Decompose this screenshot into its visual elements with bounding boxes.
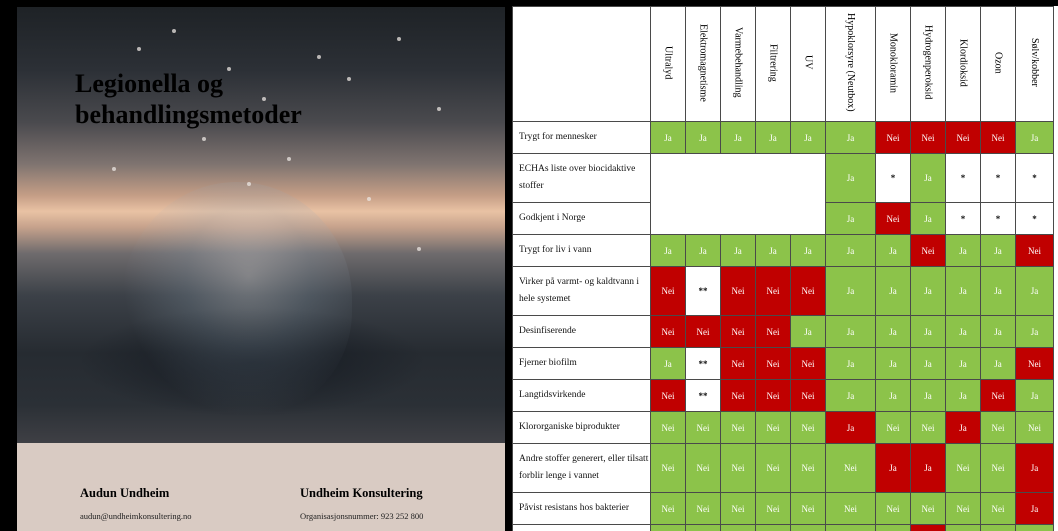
table-cell: Nei bbox=[686, 444, 721, 493]
col-header-label: Elektromagnetisme bbox=[697, 23, 709, 102]
table-cell: Ja bbox=[1016, 493, 1054, 525]
table-cell: Nei bbox=[756, 380, 791, 412]
table-cell: Nei bbox=[1016, 412, 1054, 444]
comparison-page bbox=[505, 0, 1058, 531]
table-cell: Ja bbox=[981, 235, 1016, 267]
row-label: ECHAs liste over biocidaktive stoffer bbox=[513, 154, 651, 203]
table-cell: Ja bbox=[686, 235, 721, 267]
table-row bbox=[513, 380, 1054, 412]
table-cell: Nei bbox=[791, 444, 826, 493]
table-cell: Nei bbox=[826, 444, 876, 493]
water-droplet bbox=[417, 247, 421, 251]
table-cell: Nei bbox=[911, 235, 946, 267]
water-droplet bbox=[317, 55, 321, 59]
table-cell: Ja bbox=[791, 316, 826, 348]
row-label: Andre stoffer generert, eller tilsatt forblir lenge i vannet bbox=[513, 444, 651, 493]
row-label: Trygt for liv i vann bbox=[513, 235, 651, 267]
table-cell: Nei bbox=[756, 267, 791, 316]
table-cell: Nei bbox=[651, 316, 686, 348]
table-cell: Nei bbox=[911, 493, 946, 525]
table-cell: Nei bbox=[981, 444, 1016, 493]
table-cell: Nei bbox=[981, 412, 1016, 444]
table-cell: Nei bbox=[946, 493, 981, 525]
table-cell: Ja bbox=[911, 444, 946, 493]
table-cell: * bbox=[946, 203, 981, 235]
table-cell bbox=[721, 525, 756, 531]
table-cell: Ja bbox=[1016, 380, 1054, 412]
table-cell: Ja bbox=[981, 316, 1016, 348]
table-cell: Nei bbox=[876, 493, 911, 525]
table-cell bbox=[686, 525, 721, 531]
col-header-label: Ozon bbox=[992, 51, 1004, 74]
table-cell: Nei bbox=[686, 316, 721, 348]
col-header-label: Hypoklorsyre (Neutbox) bbox=[845, 13, 856, 112]
table-cell: Nei bbox=[721, 267, 756, 316]
table-cell: Ja bbox=[946, 380, 981, 412]
table-cell: Ja bbox=[826, 380, 876, 412]
table-cell: Nei bbox=[946, 122, 981, 154]
table-cell: Ja bbox=[981, 267, 1016, 316]
table-cell: Nei bbox=[946, 444, 981, 493]
col-header bbox=[911, 7, 946, 122]
table-cell: * bbox=[1016, 203, 1054, 235]
table-cell: * bbox=[981, 154, 1016, 203]
table-cell: Ja bbox=[876, 316, 911, 348]
table-cell: Nei bbox=[651, 267, 686, 316]
table-cell: Nei bbox=[686, 493, 721, 525]
table-cell: Nei bbox=[791, 412, 826, 444]
col-header-label: Ultralyd bbox=[662, 45, 674, 80]
col-header-label: Filtrering bbox=[767, 43, 779, 82]
table-cell: Nei bbox=[651, 493, 686, 525]
cover-title-line2: behandlingsmetoder bbox=[75, 100, 302, 129]
table-cell: Ja bbox=[756, 122, 791, 154]
col-header-label: Klordioksid bbox=[957, 38, 969, 87]
table-cell: Nei bbox=[686, 412, 721, 444]
table-cell: Nei bbox=[826, 493, 876, 525]
table-cell: Ja bbox=[651, 348, 686, 380]
table-cell: Ja bbox=[826, 267, 876, 316]
table-cell: Nei bbox=[651, 412, 686, 444]
table-cell: Ja bbox=[651, 235, 686, 267]
col-header bbox=[756, 7, 791, 122]
table-cell bbox=[791, 525, 826, 531]
table-cell: Nei bbox=[651, 444, 686, 493]
table-cell: Ja bbox=[876, 267, 911, 316]
table-cell: Nei bbox=[756, 412, 791, 444]
water-droplet bbox=[347, 77, 351, 81]
table-cell: Nei bbox=[721, 444, 756, 493]
table-row bbox=[513, 122, 1054, 154]
table-row bbox=[513, 267, 1054, 316]
table-cell: Ja bbox=[1016, 316, 1054, 348]
table-row bbox=[513, 412, 1054, 444]
table-cell: Ja bbox=[651, 122, 686, 154]
col-header bbox=[686, 7, 721, 122]
table-cell: Ja bbox=[946, 316, 981, 348]
table-cell: Ja bbox=[1016, 444, 1054, 493]
table-cell: ** bbox=[686, 380, 721, 412]
author-email[interactable]: audun@undheimkonsultering.no bbox=[80, 511, 192, 521]
table-cell: * bbox=[946, 154, 981, 203]
cover-title bbox=[75, 68, 302, 130]
cover-page bbox=[0, 0, 505, 531]
table-cell: Ja bbox=[791, 122, 826, 154]
table-cell: Nei bbox=[791, 493, 826, 525]
col-header bbox=[876, 7, 911, 122]
table-cell: Nei bbox=[981, 493, 1016, 525]
table-cell: Nei bbox=[651, 380, 686, 412]
table-cell: Ja bbox=[876, 235, 911, 267]
table-cell: ** bbox=[686, 267, 721, 316]
row-label: Virker på varmt- og kaldtvann i hele systemet bbox=[513, 267, 651, 316]
col-header bbox=[1016, 7, 1054, 122]
table-cell: Nei bbox=[911, 412, 946, 444]
col-header-label: Varmebehandling bbox=[732, 27, 744, 98]
table-cell: Ja bbox=[721, 235, 756, 267]
table-cell: Ja bbox=[721, 122, 756, 154]
row-label: Godkjent i Norge bbox=[513, 203, 651, 235]
col-header-label: Monokloramin bbox=[887, 32, 899, 93]
table-cell: Ja bbox=[686, 122, 721, 154]
header-corner bbox=[513, 7, 651, 122]
water-droplet bbox=[172, 29, 176, 33]
table-cell: Ja bbox=[911, 154, 946, 203]
table-cell: Nei bbox=[721, 412, 756, 444]
col-header bbox=[721, 7, 756, 122]
table-cell: Nei bbox=[721, 348, 756, 380]
table-cell: Nei bbox=[791, 380, 826, 412]
table-cell: Ja bbox=[756, 235, 791, 267]
row-label: Desinfiserende bbox=[513, 316, 651, 348]
table-cell: Ja bbox=[911, 348, 946, 380]
table-cell: Ja bbox=[1016, 122, 1054, 154]
splash-crown bbox=[122, 182, 352, 417]
row-label: Klororganiske biprodukter bbox=[513, 412, 651, 444]
water-droplet bbox=[112, 167, 116, 171]
table-cell: Nei bbox=[756, 348, 791, 380]
table-cell: Nei bbox=[981, 380, 1016, 412]
table-cell: Ja bbox=[826, 412, 876, 444]
table-row bbox=[513, 316, 1054, 348]
table-cell bbox=[911, 525, 946, 531]
table-cell: Nei bbox=[876, 122, 911, 154]
table-row bbox=[513, 444, 1054, 493]
water-droplet bbox=[202, 137, 206, 141]
row-label bbox=[513, 525, 651, 531]
table-cell: Ja bbox=[876, 380, 911, 412]
table-cell: Ja bbox=[826, 316, 876, 348]
comparison-sheet bbox=[512, 6, 1058, 531]
table-cell: Ja bbox=[826, 122, 876, 154]
table-cell: Nei bbox=[1016, 235, 1054, 267]
table-row bbox=[513, 154, 1054, 203]
table-cell: Ja bbox=[791, 235, 826, 267]
table-cell bbox=[756, 525, 791, 531]
table-cell: Nei bbox=[791, 348, 826, 380]
col-header-label: Hydrogenperoksid bbox=[922, 25, 934, 100]
table-cell: Ja bbox=[876, 444, 911, 493]
water-droplet bbox=[397, 37, 401, 41]
table-row bbox=[513, 525, 1054, 531]
table-cell: Nei bbox=[981, 122, 1016, 154]
table-cell: Nei bbox=[756, 444, 791, 493]
col-header bbox=[981, 7, 1016, 122]
table-cell: Ja bbox=[826, 235, 876, 267]
table-cell bbox=[946, 525, 981, 531]
table-cell: Nei bbox=[756, 316, 791, 348]
table-cell: Ja bbox=[946, 235, 981, 267]
table-cell: ** bbox=[686, 348, 721, 380]
cover-title-line1: Legionella og bbox=[75, 69, 224, 98]
table-row bbox=[513, 493, 1054, 525]
table-cell bbox=[981, 525, 1016, 531]
org-number: Organisasjonsnummer: 923 252 800 bbox=[300, 511, 424, 521]
table-row bbox=[513, 348, 1054, 380]
table-cell bbox=[1016, 525, 1054, 531]
table-cell: Ja bbox=[911, 267, 946, 316]
col-header bbox=[946, 7, 981, 122]
empty-merged-cell bbox=[651, 154, 826, 235]
table-cell bbox=[876, 525, 911, 531]
table-cell: Nei bbox=[721, 316, 756, 348]
col-header-label: UV bbox=[802, 55, 814, 70]
table-cell: Ja bbox=[946, 348, 981, 380]
company-name: Undheim Konsultering bbox=[300, 486, 423, 500]
table-cell: Nei bbox=[1016, 348, 1054, 380]
table-cell bbox=[651, 525, 686, 531]
table-cell: Ja bbox=[876, 348, 911, 380]
table-cell: Ja bbox=[911, 316, 946, 348]
water-droplet bbox=[287, 157, 291, 161]
table-cell: Ja bbox=[981, 348, 1016, 380]
table-cell: Nei bbox=[911, 122, 946, 154]
table-cell: Ja bbox=[826, 348, 876, 380]
author-name: Audun Undheim bbox=[80, 486, 170, 500]
table-cell: * bbox=[876, 154, 911, 203]
table-cell: Ja bbox=[946, 412, 981, 444]
table-cell: Ja bbox=[826, 203, 876, 235]
table-cell: Ja bbox=[946, 267, 981, 316]
comparison-table bbox=[512, 6, 1054, 531]
water-droplet bbox=[367, 197, 371, 201]
table-cell: Nei bbox=[756, 493, 791, 525]
row-label: Langtidsvirkende bbox=[513, 380, 651, 412]
water-droplet bbox=[137, 47, 141, 51]
col-header bbox=[791, 7, 826, 122]
water-droplet bbox=[437, 107, 441, 111]
table-row bbox=[513, 235, 1054, 267]
table-cell: Ja bbox=[911, 203, 946, 235]
col-header bbox=[826, 7, 876, 122]
table-cell: Nei bbox=[876, 203, 911, 235]
row-label: Påvist resistans hos bakterier bbox=[513, 493, 651, 525]
table-cell: * bbox=[1016, 154, 1054, 203]
water-droplet bbox=[247, 182, 251, 186]
row-label: Fjerner biofilm bbox=[513, 348, 651, 380]
table-cell: Nei bbox=[876, 412, 911, 444]
table-cell: Nei bbox=[721, 380, 756, 412]
table-cell: Ja bbox=[826, 154, 876, 203]
table-cell bbox=[826, 525, 876, 531]
table-cell: Nei bbox=[791, 267, 826, 316]
col-header-label: Sølv/kobber bbox=[1029, 38, 1040, 87]
table-cell: Ja bbox=[1016, 267, 1054, 316]
row-label: Trygt for mennesker bbox=[513, 122, 651, 154]
col-header bbox=[651, 7, 686, 122]
table-header-row bbox=[513, 7, 1054, 122]
table-cell: Ja bbox=[911, 380, 946, 412]
table-cell: * bbox=[981, 203, 1016, 235]
table-cell: Nei bbox=[721, 493, 756, 525]
